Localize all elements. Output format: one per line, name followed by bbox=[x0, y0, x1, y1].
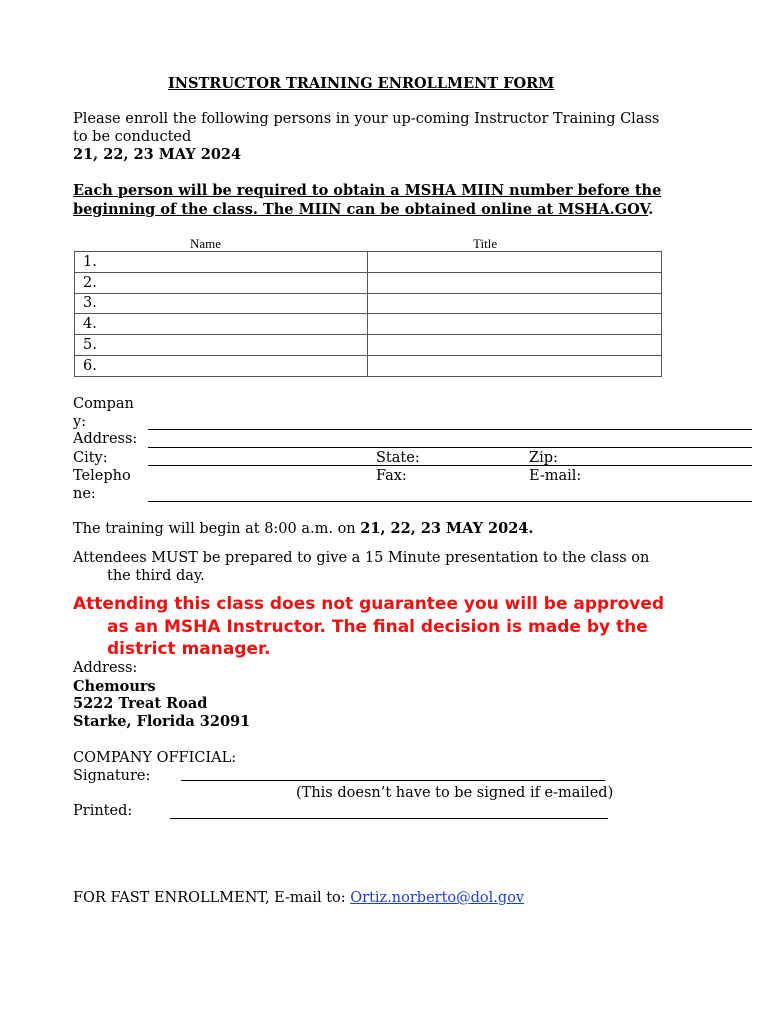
row-number: 6. bbox=[83, 357, 97, 374]
location-name: Chemours bbox=[73, 677, 156, 695]
title-cell[interactable] bbox=[368, 335, 662, 356]
company-official-label: COMPANY OFFICIAL: bbox=[73, 750, 237, 766]
intro-text bbox=[73, 110, 703, 146]
table-row bbox=[75, 355, 662, 376]
name-cell[interactable] bbox=[75, 314, 368, 335]
title-cell[interactable] bbox=[368, 293, 662, 314]
title-cell[interactable] bbox=[368, 314, 662, 335]
approval-warning bbox=[73, 593, 713, 661]
title-cell[interactable] bbox=[368, 355, 662, 376]
table-row bbox=[75, 335, 662, 356]
table-row bbox=[75, 293, 662, 314]
name-cell[interactable] bbox=[75, 355, 368, 376]
table-row bbox=[75, 314, 662, 335]
fax-label: Fax: bbox=[376, 468, 407, 484]
name-cell[interactable] bbox=[75, 293, 368, 314]
warning-line-3: district manager. bbox=[107, 639, 271, 659]
training-start bbox=[73, 520, 533, 537]
presentation-line-1: Attendees MUST be prepared to give a 15 Minute presentation to the class on bbox=[73, 550, 650, 566]
name-cell[interactable] bbox=[75, 272, 368, 293]
title-cell[interactable] bbox=[368, 252, 662, 273]
intro-line-2: to be conducted bbox=[73, 129, 192, 145]
city-label: City: bbox=[73, 450, 108, 466]
column-header-title: Title bbox=[473, 236, 498, 251]
company-field[interactable] bbox=[148, 429, 752, 430]
row-number: 1. bbox=[83, 253, 97, 270]
company-label-line-1: Compan bbox=[73, 396, 134, 412]
telephone-fax-email-field[interactable] bbox=[148, 501, 752, 502]
attendee-table bbox=[74, 251, 662, 377]
table-row bbox=[75, 272, 662, 293]
fast-enrollment-text: FOR FAST ENROLLMENT, E-mail to: bbox=[73, 890, 351, 906]
presentation-requirement bbox=[73, 549, 649, 585]
row-number: 3. bbox=[83, 295, 97, 312]
intro-line-1: Please enroll the following persons in your up-coming Instructor Training Class bbox=[73, 111, 660, 127]
company-label bbox=[73, 395, 134, 431]
telephone-label-line-1: Telepho bbox=[73, 468, 131, 484]
signature-field[interactable] bbox=[181, 780, 605, 781]
signature-label: Signature: bbox=[73, 768, 151, 784]
row-number: 5. bbox=[83, 337, 97, 354]
signature-note: (This doesn’t have to be signed if e-mailed) bbox=[296, 785, 614, 801]
address-heading: Address: bbox=[73, 660, 138, 676]
training-start-dates: 21, 22, 23 MAY 2024. bbox=[360, 520, 534, 537]
telephone-label bbox=[73, 467, 131, 503]
miin-notice-period: . bbox=[648, 201, 654, 218]
name-cell[interactable] bbox=[75, 252, 368, 273]
company-label-line-2: y: bbox=[73, 414, 87, 430]
table-row bbox=[75, 252, 662, 273]
miin-notice-line-2: beginning of the class. The MIIN can be obtained online at MSHA.GOV bbox=[73, 201, 649, 218]
class-dates: 21, 22, 23 MAY 2024 bbox=[73, 146, 242, 163]
form-title: INSTRUCTOR TRAINING ENROLLMENT FORM bbox=[168, 75, 555, 92]
location-city: Starke, Florida 32091 bbox=[73, 712, 251, 730]
presentation-line-2: the third day. bbox=[107, 568, 205, 584]
address-label: Address: bbox=[73, 431, 138, 447]
row-number: 2. bbox=[83, 274, 97, 291]
column-header-name: Name bbox=[190, 236, 222, 251]
row-number: 4. bbox=[83, 316, 97, 333]
miin-notice bbox=[73, 181, 713, 219]
enrollment-email-link[interactable]: Ortiz.norberto@dol.gov bbox=[350, 890, 525, 906]
address-field[interactable] bbox=[148, 447, 752, 448]
zip-label: Zip: bbox=[529, 450, 558, 466]
printed-label: Printed: bbox=[73, 803, 133, 819]
warning-line-1: Attending this class does not guarantee you will be approved bbox=[73, 594, 665, 614]
name-cell[interactable] bbox=[75, 335, 368, 356]
state-label: State: bbox=[376, 450, 420, 466]
training-address bbox=[73, 660, 250, 730]
telephone-label-line-2: ne: bbox=[73, 486, 96, 502]
email-label: E-mail: bbox=[529, 468, 582, 484]
warning-line-2: as an MSHA Instructor. The final decision is made by the bbox=[107, 616, 648, 637]
printed-name-field[interactable] bbox=[170, 818, 608, 819]
miin-notice-line-1: Each person will be required to obtain a MSHA MIIN number before the bbox=[73, 182, 662, 199]
title-cell[interactable] bbox=[368, 272, 662, 293]
city-state-zip-field[interactable] bbox=[148, 465, 752, 466]
location-street: 5222 Treat Road bbox=[73, 695, 208, 712]
fast-enrollment bbox=[73, 889, 524, 907]
training-start-text: The training will begin at 8:00 a.m. on bbox=[73, 521, 361, 537]
